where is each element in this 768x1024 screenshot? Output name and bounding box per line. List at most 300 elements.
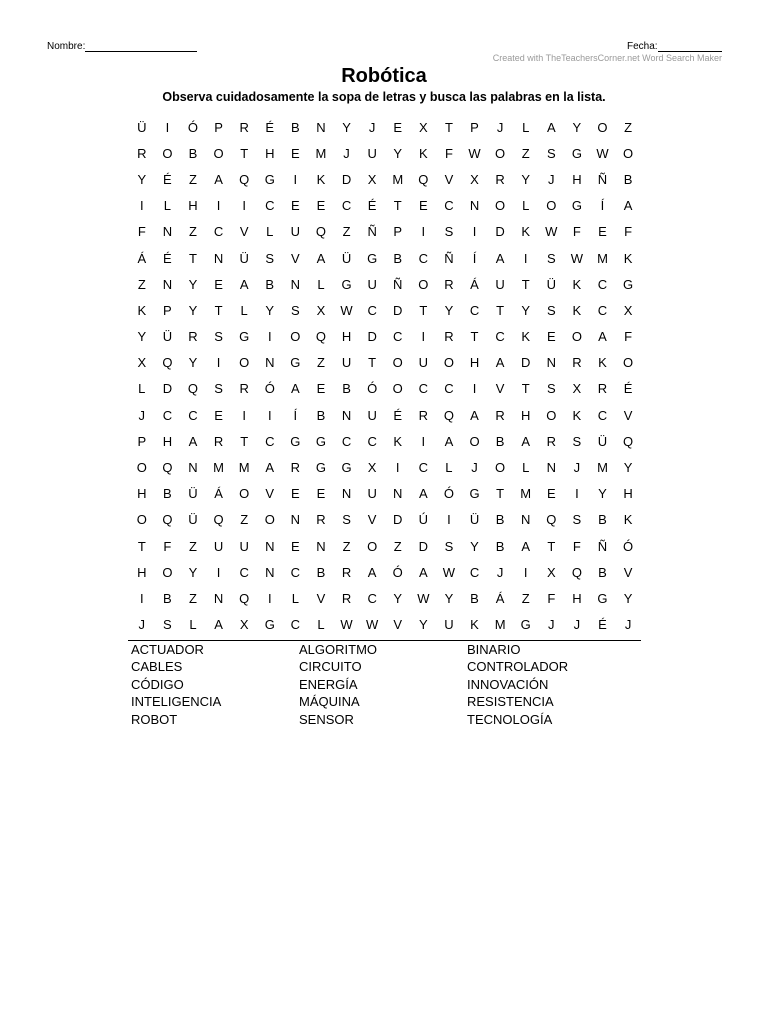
grid-letter: J xyxy=(548,171,555,187)
grid-row xyxy=(129,454,641,480)
grid-letter: O xyxy=(495,198,506,214)
grid-letter: A xyxy=(214,171,223,187)
grid-letter: Q xyxy=(239,171,250,187)
grid-letter: E xyxy=(214,276,223,292)
grid-row xyxy=(129,376,641,402)
grid-letter: Y xyxy=(342,119,351,135)
grid-letter: W xyxy=(340,617,353,633)
grid-letter: N xyxy=(188,460,198,476)
grid-letter: I xyxy=(421,433,426,449)
grid-letter: Ó xyxy=(392,564,403,580)
grid-letter: É xyxy=(163,171,172,187)
grid-letter: Z xyxy=(189,538,197,554)
grid-row xyxy=(129,559,641,585)
grid-letter: T xyxy=(419,302,428,318)
name-blank-line xyxy=(85,40,197,52)
word-list-item: ROBOT xyxy=(131,711,178,727)
grid-letter: Z xyxy=(342,224,351,240)
instructions: Observa cuidadosamente la sopa de letras y busca las palabras en la lista. xyxy=(162,90,606,104)
grid-letter: G xyxy=(623,276,634,292)
grid-letter: I xyxy=(139,590,144,606)
grid-letter: R xyxy=(137,145,147,161)
grid-letter: O xyxy=(264,512,275,528)
grid-letter: A xyxy=(546,119,556,135)
grid-letter: R xyxy=(572,355,582,371)
grid-letter: I xyxy=(216,355,221,371)
grid-letter: Q xyxy=(418,171,429,187)
grid-letter: N xyxy=(521,512,531,528)
grid-letter: E xyxy=(214,407,223,423)
grid-letter: Ó xyxy=(623,538,634,554)
grid-letter: L xyxy=(266,224,274,240)
grid-letter: O xyxy=(546,198,557,214)
grid-letter: R xyxy=(597,381,608,397)
grid-row xyxy=(129,350,641,376)
grid-letter: X xyxy=(418,119,428,135)
grid-letter: S xyxy=(444,538,454,554)
grid-letter: Q xyxy=(213,512,224,528)
grid-letter: C xyxy=(367,433,377,449)
grid-letter: G xyxy=(315,460,327,476)
grid-letter: Y xyxy=(393,145,403,161)
grid-letter: G xyxy=(571,145,582,161)
grid-letter: C xyxy=(265,433,275,449)
grid-letter: J xyxy=(496,119,504,135)
grid-letter: Y xyxy=(470,538,479,554)
word-list-item: TECNOLOGÍA xyxy=(467,711,553,727)
grid-letter: A xyxy=(444,433,454,449)
grid-letter: Q xyxy=(315,329,327,345)
grid-letter: U xyxy=(367,407,377,423)
grid-letter: U xyxy=(495,276,505,292)
grid-letter: B xyxy=(495,512,505,528)
grid-letter: H xyxy=(521,407,531,423)
grid-letter: I xyxy=(216,564,221,580)
grid-letter: T xyxy=(240,433,249,449)
grid-letter: C xyxy=(495,329,505,345)
grid-letter: C xyxy=(469,564,480,580)
grid-letter: J xyxy=(573,460,581,476)
grid-letter: X xyxy=(316,302,326,318)
grid-letter: L xyxy=(522,198,530,214)
grid-letter: Q xyxy=(315,224,327,240)
grid-letter: A xyxy=(239,276,249,292)
grid-letter: N xyxy=(213,590,224,606)
word-list-item: BINARIO xyxy=(467,642,521,657)
grid-letter: N xyxy=(316,538,326,554)
grid-letter: R xyxy=(495,171,505,187)
grid-letter: B xyxy=(623,171,633,187)
grid-row xyxy=(129,219,641,245)
grid-letter: S xyxy=(444,224,454,240)
word-list-item: ALGORITMO xyxy=(299,642,378,657)
grid-letter: T xyxy=(214,302,223,318)
grid-letter: G xyxy=(290,355,301,371)
grid-letter: Ñ xyxy=(393,276,403,292)
grid-letter: J xyxy=(138,407,146,423)
grid-letter: W xyxy=(366,617,379,633)
grid-letter: Y xyxy=(623,460,633,476)
grid-letter: T xyxy=(444,119,453,135)
grid-letter: K xyxy=(572,276,582,292)
grid-letter: N xyxy=(162,276,173,292)
grid-letter: Z xyxy=(393,538,402,554)
grid-letter: Y xyxy=(188,564,198,580)
grid-letter: X xyxy=(137,355,147,371)
grid-letter: U xyxy=(444,617,454,633)
grid-letter: Ñ xyxy=(444,250,454,266)
grid-letter: P xyxy=(137,433,147,449)
word-list-item: ENERGÍA xyxy=(299,676,358,692)
grid-letter: E xyxy=(546,329,556,345)
grid-letter: A xyxy=(367,564,377,580)
grid-letter: B xyxy=(470,590,479,606)
grid-letter: V xyxy=(495,381,505,397)
grid-letter: Í xyxy=(472,250,477,266)
grid-letter: J xyxy=(138,617,146,633)
grid-letter: A xyxy=(188,433,198,449)
grid-letter: G xyxy=(367,250,378,266)
date-label: Fecha: xyxy=(627,41,658,52)
grid-letter: Z xyxy=(189,224,197,240)
grid-letter: I xyxy=(216,198,221,214)
grid-letter: M xyxy=(494,617,506,633)
grid-letter: G xyxy=(239,329,250,345)
grid-letter: O xyxy=(623,355,634,371)
grid-letter: J xyxy=(573,617,581,633)
grid-letter: H xyxy=(572,171,582,187)
grid-letter: A xyxy=(495,250,505,266)
grid-letter: D xyxy=(162,381,173,397)
grid-letter: O xyxy=(623,145,634,161)
grid-letter: V xyxy=(623,407,633,423)
grid-letter: A xyxy=(495,355,505,371)
grid-letter: M xyxy=(238,460,250,476)
grid-letter: Y xyxy=(137,329,147,345)
grid-letter: O xyxy=(392,381,403,397)
grid-letter: Ü xyxy=(188,486,198,502)
grid-letter: M xyxy=(520,486,532,502)
grid-letter: Y xyxy=(188,355,198,371)
grid-row xyxy=(129,297,641,323)
grid-letter: K xyxy=(418,145,428,161)
grid-letter: R xyxy=(341,590,352,606)
grid-letter: O xyxy=(443,355,454,371)
grid-letter: C xyxy=(597,407,608,423)
grid-letter: B xyxy=(598,564,607,580)
grid-letter: Q xyxy=(443,407,454,423)
grid-letter: K xyxy=(623,250,633,266)
grid-letter: D xyxy=(393,302,403,318)
grid-letter: Á xyxy=(137,250,147,266)
grid-row xyxy=(129,402,641,428)
grid-letter: B xyxy=(188,145,198,161)
grid-letter: V xyxy=(444,171,454,187)
grid-letter: Ñ xyxy=(367,224,377,240)
grid-letter: Ú xyxy=(418,512,429,528)
grid-letter: M xyxy=(213,460,224,476)
grid-row xyxy=(129,533,641,559)
grid-letter: A xyxy=(265,460,275,476)
grid-letter: U xyxy=(367,145,377,161)
grid-letter: R xyxy=(495,407,505,423)
grid-letter: I xyxy=(267,329,272,345)
grid-row xyxy=(129,166,641,192)
grid-letter: Q xyxy=(546,512,557,528)
grid-letter: X xyxy=(367,171,377,187)
grid-letter: I xyxy=(523,564,528,580)
grid-letter: O xyxy=(495,460,506,476)
grid-letter: B xyxy=(291,119,300,135)
grid-letter: T xyxy=(189,250,197,266)
grid-letter: S xyxy=(265,250,275,266)
word-list-item: MÁQUINA xyxy=(299,694,360,710)
grid-letter: S xyxy=(572,433,582,449)
grid-letter: B xyxy=(495,538,505,554)
grid-letter: É xyxy=(623,381,633,397)
grid-letter: G xyxy=(341,276,352,292)
grid-letter: N xyxy=(341,486,352,502)
grid-letter: O xyxy=(392,355,403,371)
grid-letter: Ü xyxy=(546,276,556,292)
grid-letter: M xyxy=(597,460,608,476)
grid-letter: O xyxy=(367,538,378,554)
grid-letter: B xyxy=(316,407,326,423)
grid-letter: A xyxy=(521,538,531,554)
grid-letter: E xyxy=(418,198,428,214)
grid-letter: Y xyxy=(265,302,275,318)
grid-letter: K xyxy=(137,302,147,318)
grid-letter: I xyxy=(447,512,451,528)
grid-letter: Í xyxy=(293,407,298,423)
grid-letter: F xyxy=(547,590,556,606)
grid-letter: G xyxy=(315,433,327,449)
grid-letter: T xyxy=(393,198,402,214)
grid-letter: L xyxy=(163,198,171,214)
grid-letter: N xyxy=(341,407,352,423)
grid-row xyxy=(129,193,641,219)
grid-letter: Ó xyxy=(187,119,199,135)
grid-letter: I xyxy=(242,198,246,214)
grid-letter: D xyxy=(418,538,429,554)
grid-letter: A xyxy=(291,381,300,397)
grid-letter: R xyxy=(546,433,556,449)
grid-letter: Ü xyxy=(188,512,198,528)
word-list-item: ACTUADOR xyxy=(131,642,204,657)
grid-letter: I xyxy=(242,407,246,423)
grid-letter: Ü xyxy=(137,119,147,135)
grid-letter: I xyxy=(523,250,528,266)
grid-letter: K xyxy=(316,171,326,187)
grid-letter: C xyxy=(469,302,480,318)
grid-letter: T xyxy=(521,276,530,292)
grid-letter: I xyxy=(267,407,272,423)
grid-letter: V xyxy=(367,512,377,528)
grid-letter: U xyxy=(290,224,301,240)
grid-letter: A xyxy=(418,564,428,580)
grid-letter: S xyxy=(572,512,582,528)
grid-letter: H xyxy=(137,564,147,580)
grid-letter: B xyxy=(342,381,351,397)
grid-letter: H xyxy=(188,198,198,214)
grid-letter: N xyxy=(265,538,275,554)
grid-letter: A xyxy=(214,617,223,633)
grid-letter: Z xyxy=(521,590,530,606)
grid-letter: É xyxy=(163,250,172,266)
grid-letter: N xyxy=(290,512,301,528)
grid-letter: N xyxy=(546,355,556,371)
grid-letter: C xyxy=(162,407,173,423)
grid-letter: A xyxy=(418,486,428,502)
grid-letter: G xyxy=(571,198,582,214)
grid-letter: L xyxy=(189,617,197,633)
grid-letter: K xyxy=(521,224,531,240)
grid-letter: R xyxy=(290,460,301,476)
grid-letter: S xyxy=(214,329,223,345)
grid-letter: F xyxy=(572,538,581,554)
grid-letter: W xyxy=(570,250,584,266)
grid-letter: C xyxy=(367,590,377,606)
grid-letter: Z xyxy=(624,119,633,135)
word-list-item: RESISTENCIA xyxy=(467,694,554,710)
grid-letter: W xyxy=(340,302,353,318)
grid-letter: C xyxy=(213,224,224,240)
grid-letter: O xyxy=(213,145,224,161)
grid-letter: T xyxy=(547,538,556,554)
grid-letter: Y xyxy=(598,486,607,502)
grid-letter: X xyxy=(367,460,377,476)
grid-letter: G xyxy=(290,433,301,449)
grid-letter: Ñ xyxy=(597,171,608,187)
grid-letter: É xyxy=(265,119,275,135)
grid-letter: B xyxy=(265,276,275,292)
grid-letter: E xyxy=(291,538,300,554)
grid-letter: R xyxy=(239,381,249,397)
grid-letter: Q xyxy=(187,381,199,397)
grid-letter: R xyxy=(188,329,198,345)
grid-letter: Ó xyxy=(367,381,378,397)
grid-letter: R xyxy=(418,407,429,423)
grid-letter: X xyxy=(572,381,582,397)
grid-letter: V xyxy=(265,486,275,502)
word-list-item: INTELIGENCIA xyxy=(131,694,222,710)
grid-letter: I xyxy=(472,224,477,240)
grid-letter: C xyxy=(341,433,352,449)
grid-letter: U xyxy=(341,355,352,371)
grid-letter: S xyxy=(214,381,223,397)
grid-letter: K xyxy=(623,512,633,528)
grid-letter: D xyxy=(495,224,505,240)
grid-letter: Ü xyxy=(341,250,352,266)
grid-letter: A xyxy=(470,407,479,423)
grid-letter: Y xyxy=(521,171,531,187)
grid-letter: L xyxy=(522,119,530,135)
grid-letter: I xyxy=(293,171,298,187)
grid-letter: N xyxy=(213,250,224,266)
grid-letter: C xyxy=(418,460,429,476)
grid-letter: C xyxy=(393,329,403,345)
grid-letter: O xyxy=(239,486,250,502)
grid-letter: O xyxy=(469,433,480,449)
grid-letter: N xyxy=(162,224,173,240)
grid-letter: B xyxy=(163,486,172,502)
grid-letter: Ü xyxy=(239,250,249,266)
grid-letter: H xyxy=(265,145,275,161)
grid-letter: I xyxy=(421,329,426,345)
grid-letter: O xyxy=(136,512,147,528)
grid-letter: C xyxy=(239,564,249,580)
grid-letter: C xyxy=(265,198,275,214)
grid-letter: B xyxy=(495,433,505,449)
grid-letter: L xyxy=(317,617,325,633)
grid-letter: Y xyxy=(521,302,531,318)
grid-letter: U xyxy=(367,276,377,292)
grid-row xyxy=(129,245,641,271)
grid-letter: F xyxy=(444,145,453,161)
grid-letter: F xyxy=(624,329,633,345)
grid-letter: C xyxy=(597,302,608,318)
grid-letter: C xyxy=(444,381,454,397)
grid-letter: O xyxy=(239,355,250,371)
grid-letter: D xyxy=(341,171,352,187)
grid-letter: I xyxy=(139,198,144,214)
grid-letter: Y xyxy=(393,590,403,606)
grid-letter: E xyxy=(316,381,326,397)
grid-letter: T xyxy=(240,145,249,161)
word-list-item: INNOVACIÓN xyxy=(467,676,549,692)
grid-letter: T xyxy=(521,381,530,397)
grid-letter: G xyxy=(469,486,480,502)
grid-letter: D xyxy=(367,329,377,345)
grid-letter: U xyxy=(367,486,377,502)
grid-letter: N xyxy=(393,486,403,502)
grid-letter: G xyxy=(341,460,352,476)
grid-letter: F xyxy=(137,224,146,240)
grid-letter: R xyxy=(341,564,352,580)
grid-letter: Y xyxy=(188,276,198,292)
grid-letter: Ó xyxy=(264,381,275,397)
grid-letter: B xyxy=(598,512,607,528)
grid-letter: C xyxy=(188,407,198,423)
grid-letter: L xyxy=(240,302,248,318)
grid-letter: A xyxy=(316,250,326,266)
grid-letter: E xyxy=(291,198,300,214)
grid-letter: T xyxy=(470,329,479,345)
grid-letter: E xyxy=(598,224,607,240)
grid-letter: Á xyxy=(470,276,479,292)
word-search-grid xyxy=(129,114,641,638)
grid-letter: O xyxy=(162,564,173,580)
grid-letter: M xyxy=(315,145,327,161)
date-field xyxy=(627,40,722,52)
grid-letter: L xyxy=(317,276,325,292)
grid-letter: Ñ xyxy=(597,538,608,554)
grid-letter: P xyxy=(470,119,479,135)
grid-letter: B xyxy=(393,250,403,266)
grid-letter: Q xyxy=(162,355,173,371)
word-list-item: CIRCUITO xyxy=(299,659,362,675)
grid-letter: L xyxy=(445,460,453,476)
grid-letter: A xyxy=(521,433,531,449)
grid-letter: J xyxy=(471,460,478,476)
grid-letter: Z xyxy=(137,276,146,292)
grid-letter: N xyxy=(469,198,480,214)
grid-letter: L xyxy=(291,590,299,606)
grid-letter: N xyxy=(316,119,326,135)
grid-letter: N xyxy=(265,355,275,371)
grid-letter: P xyxy=(163,302,172,318)
grid-letter: N xyxy=(265,564,275,580)
